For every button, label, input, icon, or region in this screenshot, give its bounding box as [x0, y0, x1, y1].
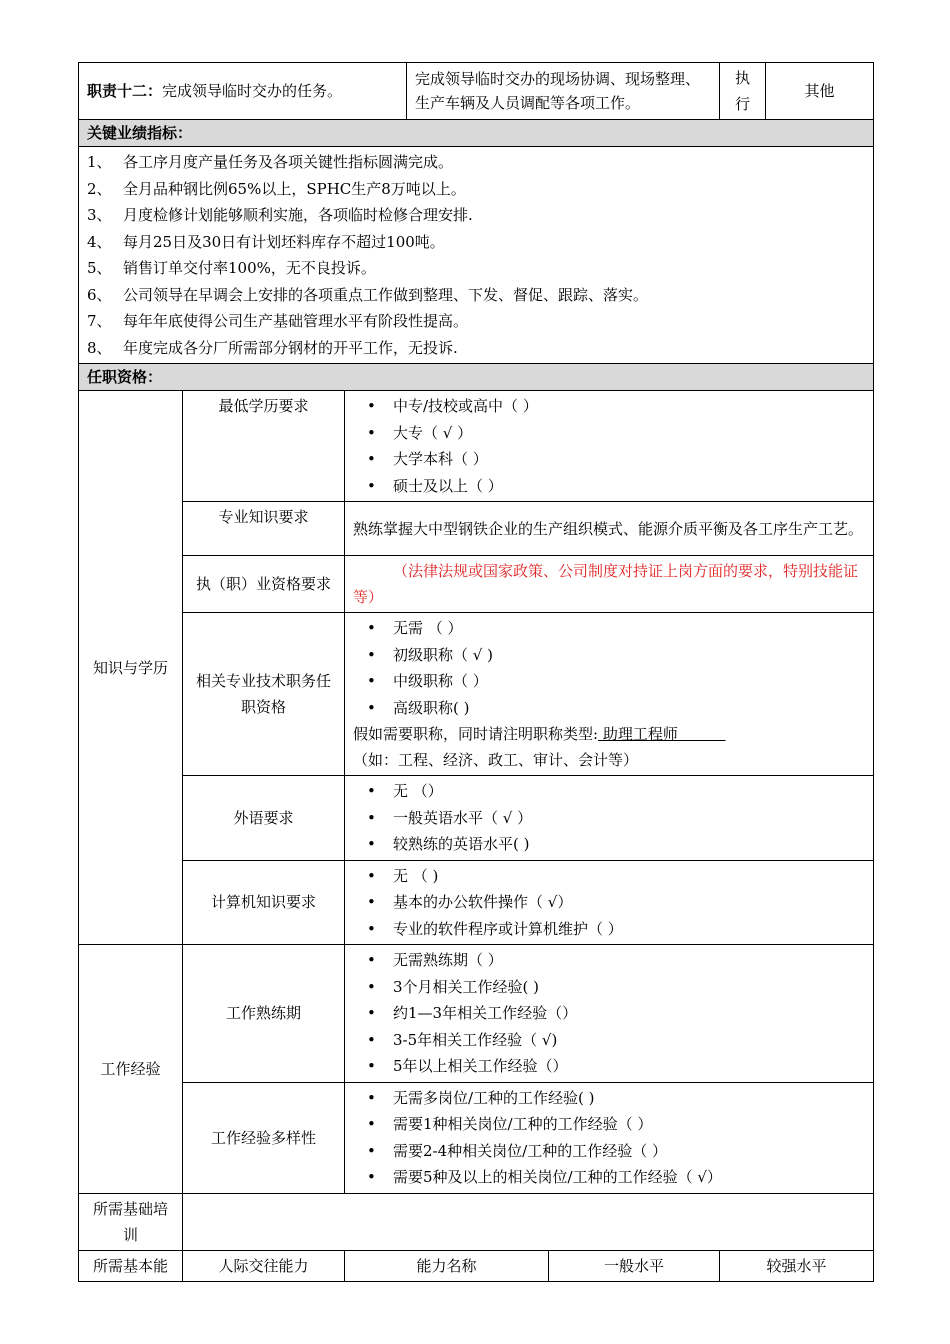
training-row [79, 1193, 874, 1250]
title-note [353, 721, 865, 747]
ability-row [79, 1250, 874, 1281]
option-item: • 一般英语水平（ √ ） [353, 805, 865, 832]
kpi-item-text: 公司领导在早调会上安排的各项重点工作做到整理、下发、督促、跟踪、落实。 [123, 285, 649, 304]
cert-label: 执（职）业资格要求 [183, 556, 345, 613]
cert-row [79, 556, 874, 613]
kpi-item [87, 282, 865, 309]
exp-period-row [79, 945, 874, 1083]
kpi-item [87, 176, 865, 203]
title-note-example: （如：工程、经济、政工、审计、会计等） [353, 751, 639, 769]
kpi-header: 关键业绩指标： [79, 120, 874, 147]
kpi-item-number: 1、 [87, 153, 112, 171]
duty-title-bold: 职责十二： [87, 82, 163, 100]
kpi-item-number: 4、 [87, 232, 112, 251]
lang-row [79, 776, 874, 861]
qual-header-row [79, 364, 874, 391]
duty-row [79, 63, 874, 120]
edu-label: 最低学历要求 [183, 391, 345, 502]
cert-text: （法律法规或国家政策、公司制度对持证上岗方面的要求，特别技能证等） [345, 556, 874, 613]
kpi-item-text: 各工序月度产量任务及各项关键性指标圆满完成。 [123, 153, 454, 171]
kpi-item-number: 7、 [87, 312, 112, 330]
title-note-prefix: 假如需要职称，同时请注明职称类型: [353, 725, 599, 743]
option-item: • 3个月相关工作经验( ) [353, 974, 865, 1001]
ability-col2: 能力名称 [345, 1250, 549, 1281]
ability-col3: 一般水平 [549, 1250, 720, 1281]
kpi-item-number: 3、 [87, 206, 112, 224]
option-item: • 基本的办公软件操作（ √） [353, 889, 865, 916]
kpi-item [87, 149, 865, 176]
comp-row [79, 860, 874, 945]
option-item: • 中专/技校或高中（ ） [353, 393, 865, 420]
duty-desc-cell: 完成领导临时交办的现场协调、现场整理、生产车辆及人员调配等各项工作。 [407, 63, 720, 120]
ability-col4: 较强水平 [720, 1250, 874, 1281]
kpi-item [87, 229, 865, 256]
duty-role-cell: 执行 [720, 63, 766, 120]
title-options-cell [345, 613, 874, 776]
option-item: • 初级职称（ √ ) [353, 642, 865, 669]
qual-header: 任职资格： [79, 364, 874, 391]
kpi-item-text: 每月25日及30日有计划坯料库存不超过100吨。 [123, 232, 445, 251]
comp-label: 计算机知识要求 [183, 860, 345, 945]
prof-text: 熟练掌握大中型钢铁企业的生产组织模式、能源介质平衡及各工序生产工艺。 [345, 502, 874, 556]
option-item: • 无需多岗位/工种的工作经验( ) [353, 1085, 865, 1112]
prof-row [79, 502, 874, 556]
option-item: • 需要1种相关岗位/工种的工作经验（ ） [353, 1111, 865, 1138]
option-item: • 专业的软件程序或计算机维护（ ） [353, 916, 865, 943]
duty-title-cell [79, 63, 407, 120]
exp-div-row [79, 1082, 874, 1193]
title-options [353, 615, 865, 721]
option-item: • 大专（ √ ） [353, 420, 865, 447]
lang-options [353, 778, 865, 858]
kpi-item-number: 5、 [87, 259, 112, 277]
title-row [79, 613, 874, 776]
kpi-item-text: 全月品种钢比例65%以上，SPHC生产8万吨以上。 [123, 179, 466, 198]
option-item: • 较熟练的英语水平( ) [353, 831, 865, 858]
comp-options [353, 863, 865, 943]
option-item: • 无 （） [353, 778, 865, 805]
option-item: • 3-5年相关工作经验（ √) [353, 1027, 865, 1054]
ability-label: 所需基本能 [79, 1250, 183, 1281]
title-note-value: 助理工程师 [598, 725, 726, 743]
exp-period-options-cell [345, 945, 874, 1083]
duty-title-text: 完成领导临时交办的任务。 [162, 82, 343, 100]
kpi-header-row [79, 120, 874, 147]
exp-period-options [353, 947, 865, 1080]
exp-period-label: 工作熟练期 [183, 945, 345, 1083]
option-item: • 高级职称( ) [353, 695, 865, 722]
training-label: 所需基础培训 [79, 1193, 183, 1250]
kpi-item [87, 202, 865, 229]
option-item: • 大学本科（ ） [353, 446, 865, 473]
edu-row [79, 391, 874, 502]
ability-col1: 人际交往能力 [183, 1250, 345, 1281]
job-table [78, 62, 874, 1282]
option-item: • 硕士及以上（ ） [353, 473, 865, 500]
option-item: • 无需熟练期（ ） [353, 947, 865, 974]
option-item: • 需要2-4种相关岗位/工种的工作经验（ ） [353, 1138, 865, 1165]
option-item: • 中级职称（ ） [353, 668, 865, 695]
duty-category-cell: 其他 [766, 63, 874, 120]
kpi-item-text: 每年年底使得公司生产基础管理水平有阶段性提高。 [123, 312, 469, 330]
option-item: • 无需 （ ） [353, 615, 865, 642]
title-label: 相关专业技术职务任职资格 [183, 613, 345, 776]
kpi-item [87, 308, 865, 335]
option-item: • 需要5种及以上的相关岗位/工种的工作经验（ √） [353, 1164, 865, 1191]
kpi-list [79, 147, 874, 364]
kpi-item [87, 335, 865, 362]
option-item: • 无 （ ) [353, 863, 865, 890]
comp-options-cell [345, 860, 874, 945]
exp-div-options-cell [345, 1082, 874, 1193]
kpi-item-number: 8、 [87, 338, 112, 357]
kpi-item-text: 年度完成各分厂所需部分钢材的开平工作，无投诉. [123, 338, 458, 357]
kpi-item-text: 销售订单交付率100%，无不良投诉。 [123, 259, 376, 277]
kpi-list-row [79, 147, 874, 364]
knowledge-label: 知识与学历 [79, 391, 183, 945]
edu-options [353, 393, 865, 499]
lang-options-cell [345, 776, 874, 861]
kpi-item-number: 6、 [87, 285, 112, 304]
kpi-item [87, 255, 865, 282]
kpi-item-text: 月度检修计划能够顺利实施，各项临时检修合理安排. [123, 206, 473, 224]
prof-label: 专业知识要求 [183, 502, 345, 556]
option-item: • 约1—3年相关工作经验（） [353, 1000, 865, 1027]
exp-label: 工作经验 [79, 945, 183, 1194]
exp-div-options [353, 1085, 865, 1191]
edu-options-cell [345, 391, 874, 502]
exp-div-label: 工作经验多样性 [183, 1082, 345, 1193]
job-description-page [78, 62, 873, 1282]
lang-label: 外语要求 [183, 776, 345, 861]
training-value [183, 1193, 874, 1250]
option-item: • 5年以上相关工作经验（） [353, 1053, 865, 1080]
kpi-item-number: 2、 [87, 179, 112, 198]
